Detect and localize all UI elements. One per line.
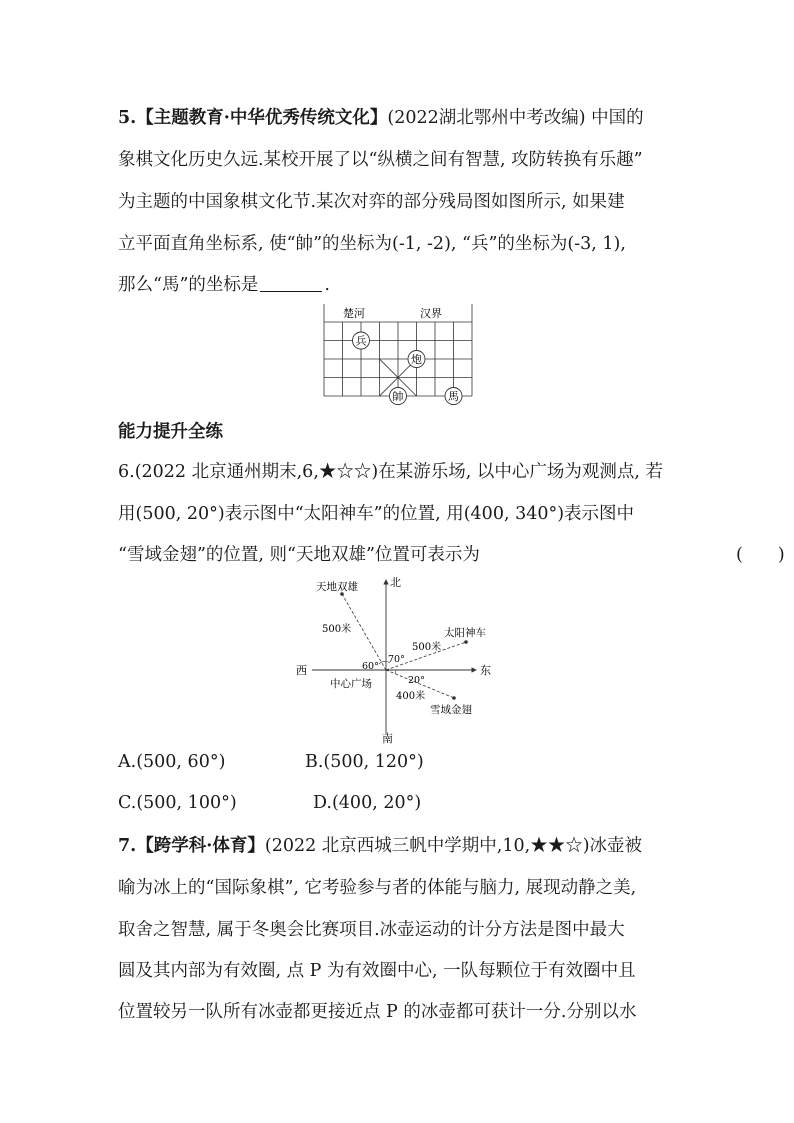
dist-tiandi: 500米 — [322, 624, 352, 635]
choice-b[interactable]: B.(500, 120°) — [305, 752, 424, 772]
label-west: 西 — [296, 664, 307, 677]
q6-line-3 — [118, 543, 785, 567]
q7-line-3: 取舍之智慧, 属于冬奥会比赛项目.冰壶运动的计分方法是图中最大 — [118, 920, 625, 940]
piece-pao-label: 炮 — [411, 353, 422, 366]
q7-line-1 — [118, 834, 678, 858]
q5-number: 5. — [118, 108, 137, 128]
piece-pao — [408, 351, 425, 368]
piece-bing — [353, 332, 370, 349]
choice-d[interactable]: D.(400, 20°) — [313, 793, 422, 813]
q6-line-1: 6.(2022 北京通州期末,6,★☆☆)在某游乐场, 以中心广场为观测点, 若 — [118, 462, 663, 482]
point-taiyang — [464, 640, 468, 644]
label-east: 东 — [480, 664, 491, 677]
angle-xueyu: 20° — [408, 675, 425, 686]
chess-board-figure — [318, 302, 478, 412]
piece-ma — [445, 388, 462, 405]
label-tiandi: 天地双雄 — [316, 581, 358, 593]
q5-text-5: 那么“馬”的坐标是 — [118, 275, 259, 295]
piece-ma-label: 馬 — [448, 390, 459, 403]
piece-bing-label: 兵 — [355, 334, 367, 348]
q5-text-1: (2022湖北鄂州中考改编) 中国的 — [387, 108, 644, 128]
board-grid — [324, 322, 472, 396]
point-xueyu — [452, 696, 456, 700]
answer-paren[interactable]: ( ) — [736, 545, 785, 565]
q5-period: . — [324, 275, 330, 295]
river-label-right: 汉界 — [420, 307, 442, 320]
q5-line-4: 立平面直角坐标系, 使“帥”的坐标为(-1, -2), “兵”的坐标为(-3, 1), — [118, 234, 626, 254]
dist-taiyang: 500米 — [412, 642, 442, 653]
q5-tag: 【主题教育·中华优秀传统文化】 — [136, 108, 388, 128]
label-center: 中心广场 — [330, 678, 372, 690]
q7-line-2: 喻为冰上的“国际象棋”, 它考验参与者的体能与脑力, 展现动静之美, — [118, 878, 637, 898]
piece-shuai — [390, 388, 407, 405]
answer-blank[interactable] — [260, 275, 322, 292]
section-title: 能力提升全练 — [118, 422, 223, 442]
q5-line-1 — [118, 106, 678, 130]
angle-tiandi: 60° — [362, 661, 379, 672]
piece-shuai-label: 帥 — [392, 390, 404, 403]
angle-taiyang: 70° — [388, 654, 405, 665]
label-xueyu: 雪域金翅 — [430, 704, 472, 716]
q7-line-4: 圆及其内部为有效圈, 点 P 为有效圈中心, 一队每颗位于有效圈中且 — [118, 961, 636, 981]
choice-c[interactable]: C.(500, 100°) — [118, 793, 237, 813]
direction-diagram — [290, 574, 510, 744]
q5-line-3: 为主题的中国象棋文化节.某次对弈的部分残局图如图所示, 如果建 — [118, 192, 625, 212]
q6-text-3: “雪域金翅”的位置, 则“天地双雄”位置可表示为 — [118, 545, 480, 565]
q7-number: 7. — [118, 836, 137, 856]
q6-line-2: 用(500, 20°)表示图中“太阳神车”的位置, 用(400, 340°)表示图中 — [118, 504, 635, 524]
angle-arc-bottom — [395, 670, 396, 674]
label-taiyang: 太阳神车 — [444, 627, 486, 639]
label-south: 南 — [382, 732, 393, 744]
river-label-left: 楚河 — [343, 307, 365, 320]
dist-xueyu: 400米 — [396, 691, 426, 702]
q7-tag: 【跨学科·体育】 — [136, 836, 265, 856]
choice-a[interactable]: A.(500, 60°) — [118, 752, 226, 772]
q5-line-2: 象棋文化历史久远.某校开展了以“纵横之间有智慧, 攻防转换有乐趣” — [118, 150, 643, 170]
q7-line-5: 位置较另一队所有冰壶都更接近点 P 的冰壶都可获计一分.分别以水 — [118, 1002, 637, 1022]
q5-line-5 — [118, 273, 678, 297]
q7-text-1: (2022 北京西城三帆中学期中,10,★★☆)冰壶被 — [264, 836, 643, 856]
label-north: 北 — [390, 576, 401, 589]
